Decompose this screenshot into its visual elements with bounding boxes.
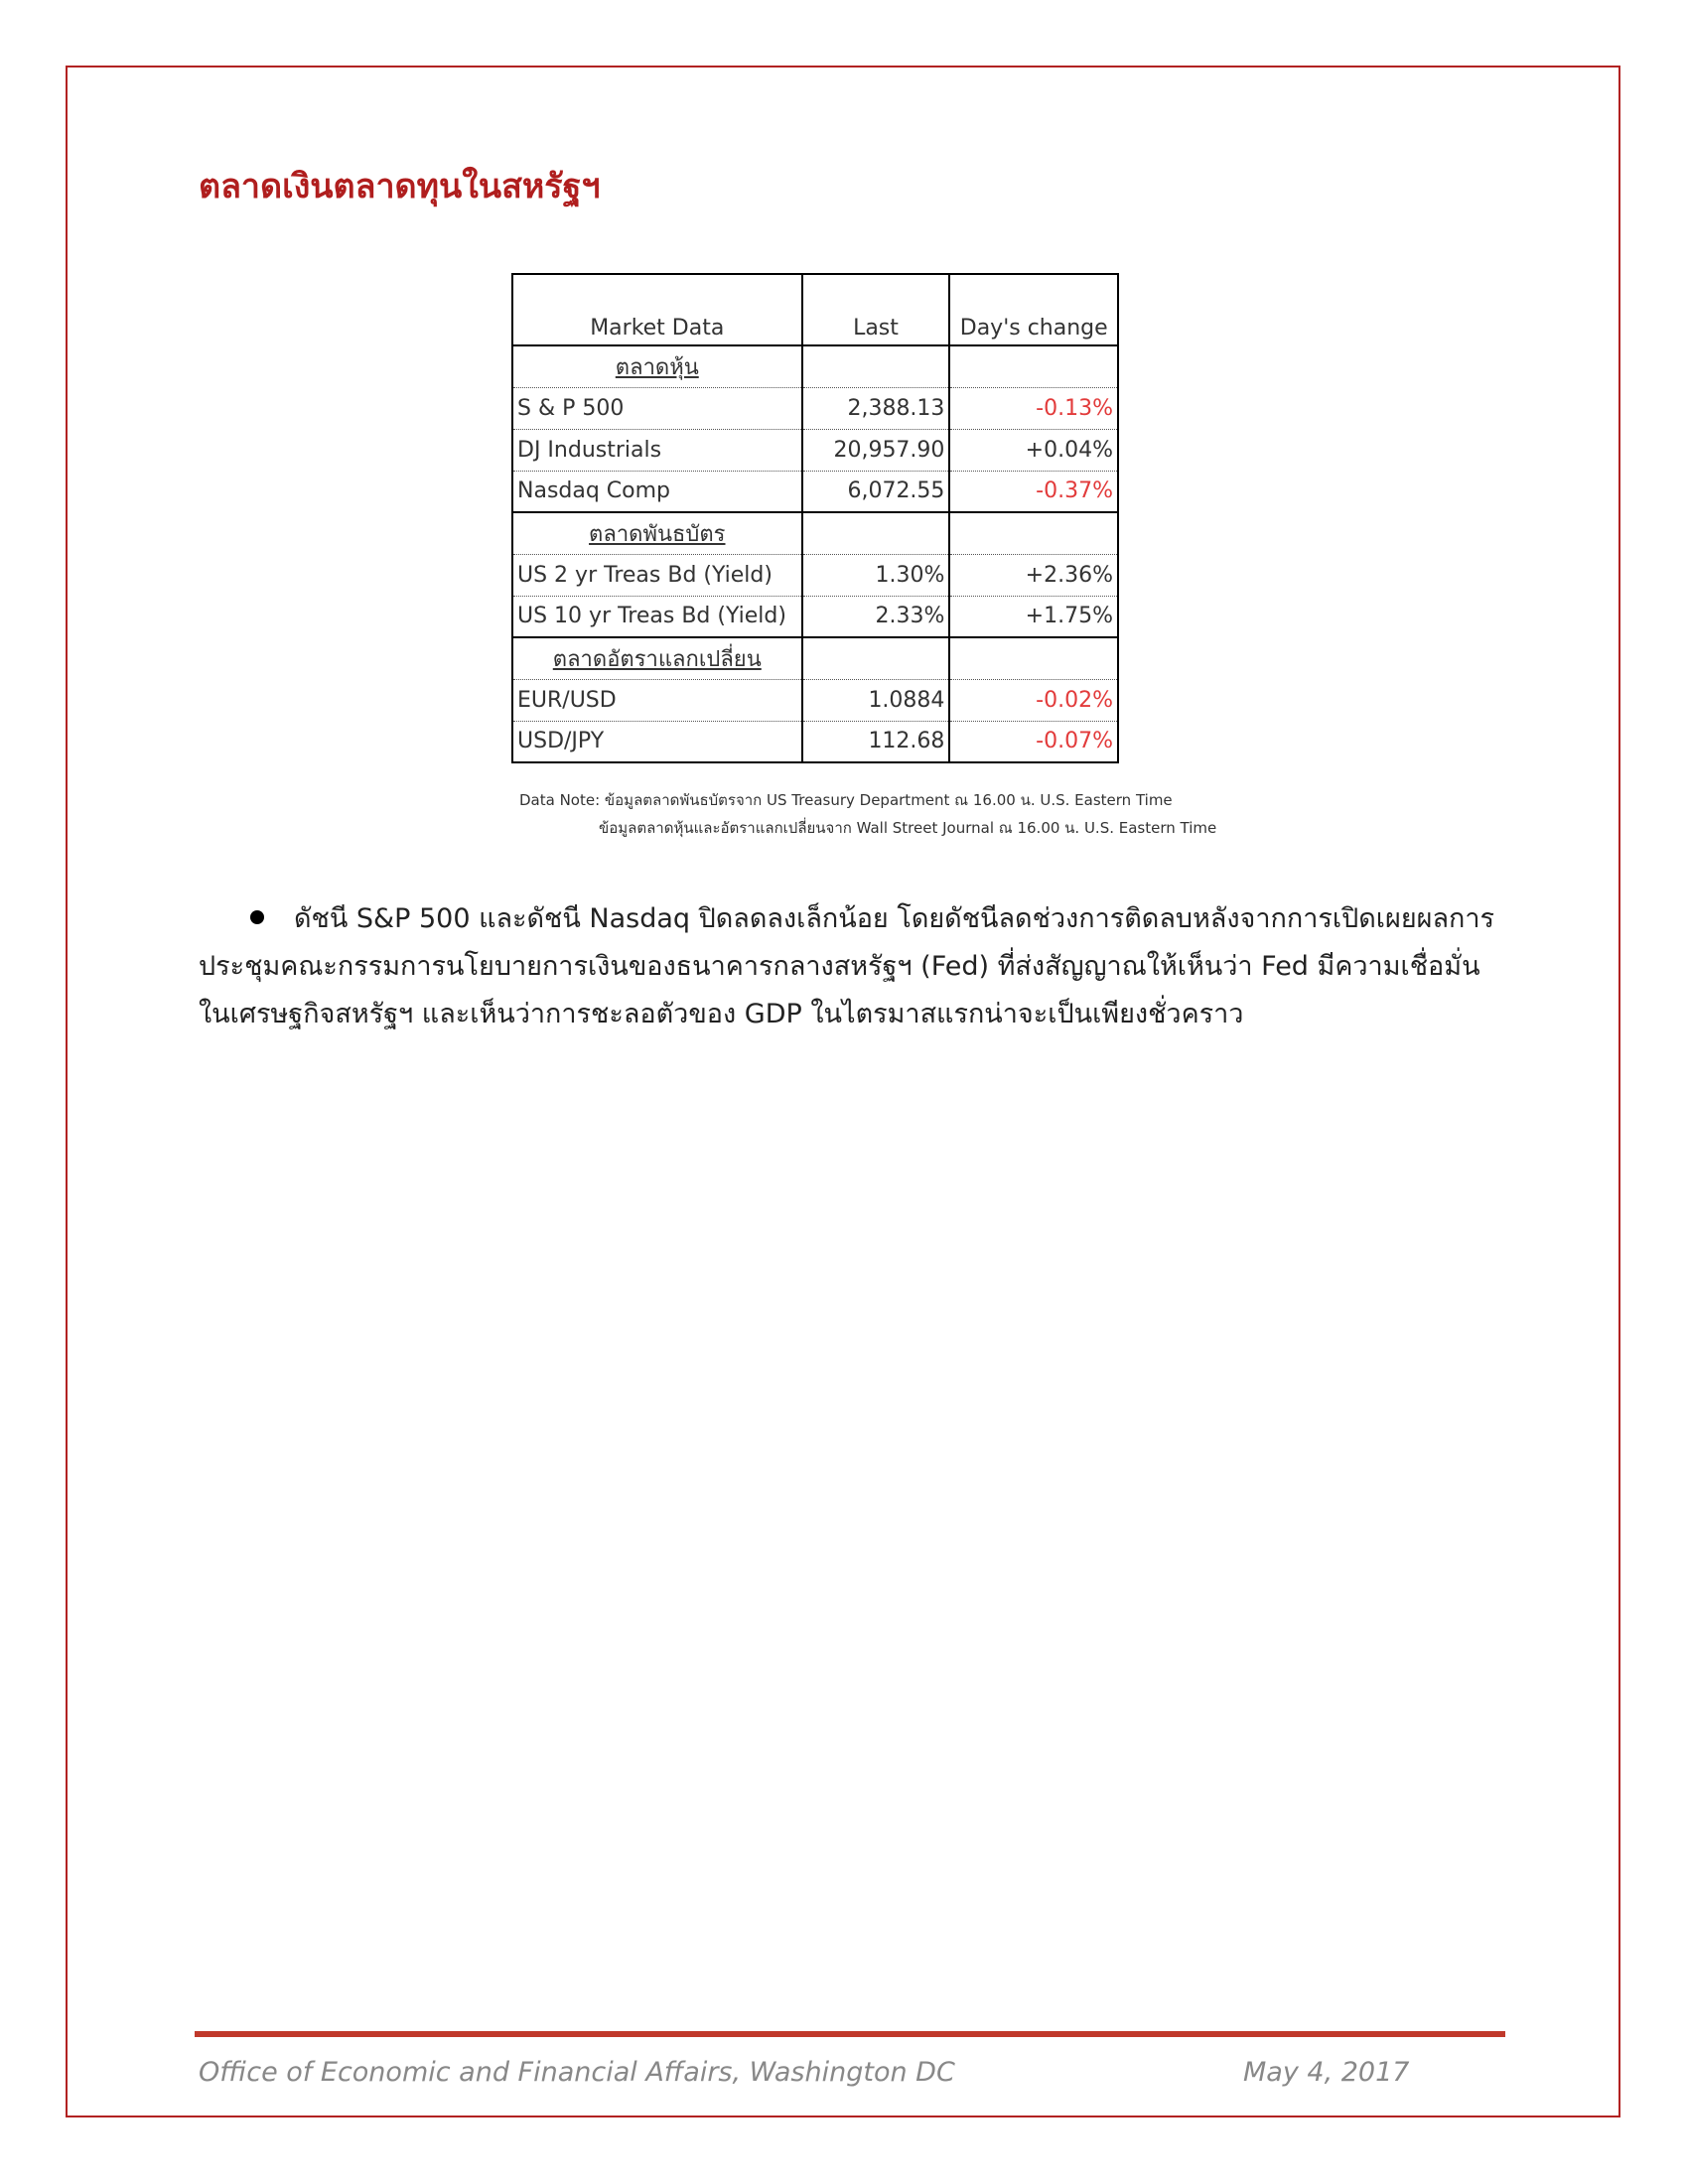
- row-name: USD/JPY: [512, 721, 802, 762]
- empty-cell: [949, 512, 1118, 554]
- row-change: +2.36%: [949, 554, 1118, 596]
- section-label: ตลาดหุ้น: [512, 345, 802, 387]
- row-change: +0.04%: [949, 429, 1118, 471]
- row-last: 2,388.13: [802, 387, 950, 429]
- bullet-line-1: ดัชนี S&P 500 และดัชนี Nasdaq ปิดลดลงเล็กน้อย โดยดัชนีลดช่วงการติดลบหลังจากการเปิดเผยผลการ: [294, 903, 1495, 934]
- empty-cell: [949, 345, 1118, 387]
- row-name: EUR/USD: [512, 679, 802, 721]
- row-last: 6,072.55: [802, 471, 950, 512]
- bullet-line-3: ในเศรษฐกิจสหรัฐฯ และเห็นว่าการชะลอตัวของ GDP ในไตรมาสแรกน่าจะเป็นเพียงชั่วคราว: [199, 999, 1244, 1029]
- data-note-line-2: ข้อมูลตลาดหุ้นและอัตราแลกเปลี่ยนจาก Wall Street Journal ณ 16.00 น. U.S. Eastern Time: [599, 819, 1217, 837]
- row-name: S & P 500: [512, 387, 802, 429]
- data-note: [519, 786, 1216, 842]
- bullet-paragraph: [199, 895, 1499, 1038]
- row-last: 112.68: [802, 721, 950, 762]
- row-change: -0.13%: [949, 387, 1118, 429]
- bullet-line-2: ประชุมคณะกรรมการนโยบายการเงินของธนาคารกลางสหรัฐฯ (Fed) ที่ส่งสัญญาณให้เห็นว่า Fed มีความเชื่อมั่น: [199, 951, 1480, 982]
- empty-cell: [802, 637, 950, 679]
- row-last: 2.33%: [802, 596, 950, 637]
- table-row: [512, 387, 1118, 429]
- table-row: [512, 596, 1118, 637]
- row-name: US 2 yr Treas Bd (Yield): [512, 554, 802, 596]
- empty-cell: [802, 512, 950, 554]
- section-label: ตลาดพันธบัตร: [512, 512, 802, 554]
- empty-cell: [802, 345, 950, 387]
- row-name: Nasdaq Comp: [512, 471, 802, 512]
- row-last: 1.30%: [802, 554, 950, 596]
- header-market-data: Market Data: [512, 274, 802, 345]
- page-title: ตลาดเงินตลาดทุนในสหรัฐฯ: [199, 167, 601, 206]
- row-change: -0.02%: [949, 679, 1118, 721]
- footer-office: Office of Economic and Financial Affairs, Washington DC: [199, 2057, 955, 2088]
- market-data-table: [511, 273, 1119, 763]
- table-row: [512, 554, 1118, 596]
- row-last: 20,957.90: [802, 429, 950, 471]
- row-name: DJ Industrials: [512, 429, 802, 471]
- row-last: 1.0884: [802, 679, 950, 721]
- section-row-stocks: [512, 345, 1118, 387]
- footer-date: May 4, 2017: [1243, 2057, 1410, 2088]
- header-last: Last: [802, 274, 950, 345]
- table-header-row: [512, 274, 1118, 345]
- row-change: -0.07%: [949, 721, 1118, 762]
- empty-cell: [949, 637, 1118, 679]
- data-note-line-1: Data Note: ข้อมูลตลาดพันธบัตรจาก US Treasury Department ณ 16.00 น. U.S. Eastern Time: [519, 791, 1173, 809]
- row-change: -0.37%: [949, 471, 1118, 512]
- table-row: [512, 721, 1118, 762]
- row-name: US 10 yr Treas Bd (Yield): [512, 596, 802, 637]
- row-change: +1.75%: [949, 596, 1118, 637]
- bullet-icon: [250, 910, 264, 924]
- section-row-fx: [512, 637, 1118, 679]
- table-row: [512, 679, 1118, 721]
- table-row: [512, 471, 1118, 512]
- footer-divider: [195, 2031, 1505, 2037]
- table-row: [512, 429, 1118, 471]
- header-days-change: Day's change: [949, 274, 1118, 345]
- section-row-bonds: [512, 512, 1118, 554]
- section-label: ตลาดอัตราแลกเปลี่ยน: [512, 637, 802, 679]
